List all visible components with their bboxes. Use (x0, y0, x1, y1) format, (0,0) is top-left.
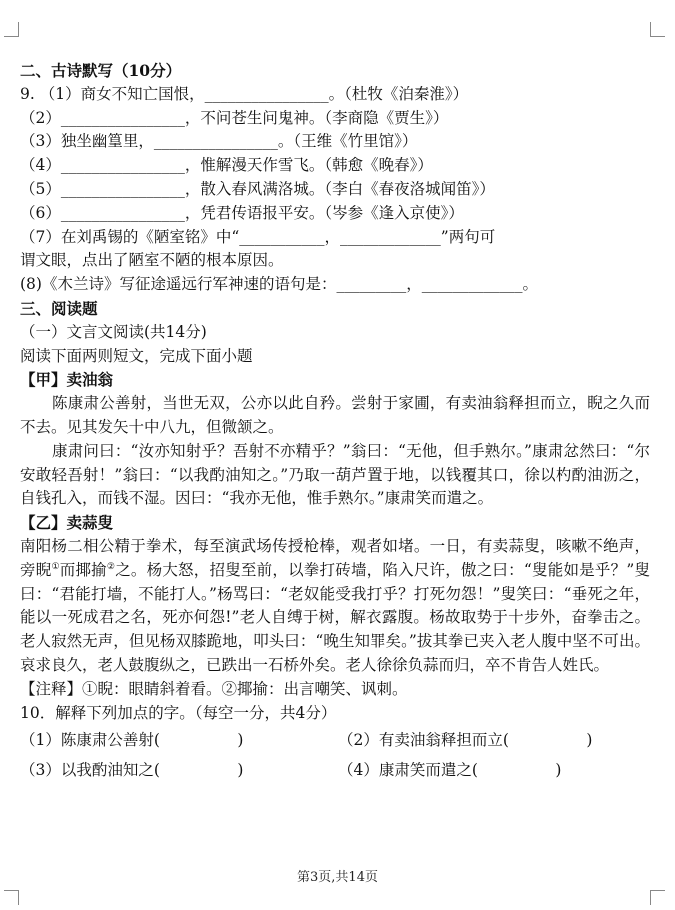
crop-mark-bottom-right (650, 890, 665, 905)
poem-q9-7-cont: 谓文眼，点出了陋室不陋的根本原因。 (20, 251, 284, 270)
poem-q9-7: （7）在刘禹锡的《陋室铭》中“___________，_____________”两句可 (20, 227, 496, 246)
passage-jia-title: 【甲】卖油翁 (20, 370, 114, 390)
question-10-item-1: （1）陈康肃公善射( ) (20, 731, 244, 750)
question-10-item-4: （4）康肃笑而遣之( ) (338, 761, 562, 780)
passage-yi-title: 【乙】卖蒜叟 (20, 513, 114, 533)
poem-q9-1: 9. （1）商女不知亡国恨，________________。（杜牧《泊秦淮》） (20, 84, 469, 103)
page-number-footer: 第3页,共14页 (297, 870, 378, 885)
annotation-notes: 【注释】①睨：眼睛斜着看。②揶揄：出言嘲笑、讽刺。 (20, 679, 408, 698)
question-10-stem: 10．解释下列加点的字。（每空一分，共4分） (20, 703, 337, 722)
passage-jia-body (20, 392, 650, 511)
question-10-row-1 (20, 725, 650, 755)
passage-jia-paragraph-1: 陈康肃公善射，当世无双，公亦以此自矜。尝射于家圃，有卖油翁释担而立，睨之久而不去。见其发矢十中八九，但微颔之。 (20, 394, 650, 436)
crop-mark-top-right (650, 22, 665, 37)
reading-instruction: 阅读下面两则短文，完成下面小题 (20, 346, 253, 365)
poem-q9-6: （6）________________，凭君传语报平安。（岑参《逢入京使》） (20, 203, 464, 222)
section2-heading: 二、古诗默写（10分） (20, 61, 182, 80)
poem-q9-5: （5）________________，散入春风满洛城。（李白《春夜洛城闻笛》） (20, 179, 495, 198)
poem-q9-2: （2）________________，不问苍生问鬼神。（李商隐《贾生》） (20, 108, 449, 127)
crop-mark-bottom-left (4, 890, 19, 905)
passage-yi-text-3: 之。杨大怒，招叟至前，以拳打砖墙，陷入尺许，傲之曰：“叟能如是乎？”叟曰：“君能打墙，不能打人。”杨骂曰：“老奴能受我打乎？打死勿怨！”叟笑曰：“垂死之年，能以一死成君之名，死亦何怨!”老人自缚于树，解衣露腹。杨故取势于十步外，奋拳击之。老人寂然无声，但见杨双膝跪地，叩头曰：“晚生知罪矣。”拔其拳已夹入老人腹中坚不可出。哀求良久，老人鼓腹纵之，已跌出一石桥外矣。老人徐徐负蒜而归，卒不肯告人姓氏。 (20, 560, 650, 674)
question-10-row-2 (20, 755, 650, 785)
passage-yi-paragraph (20, 535, 650, 678)
passage-yi-text-1: 南阳杨二相公精于拳术，每至演武场传授枪棒，观者如堵。一日，有卖蒜叟，咳嗽不绝声，旁睨 (20, 536, 650, 579)
crop-mark-top-left (4, 22, 19, 37)
footnote-marker-2: ② (106, 561, 116, 572)
document-body (20, 59, 650, 785)
question-10-item-2: （2）有卖油翁释担而立( ) (338, 731, 593, 750)
section3-heading: 三、阅读题 (20, 298, 98, 318)
section3-subheading: （一）文言文阅读(共14分) (20, 322, 207, 341)
footnote-marker-1: ① (51, 561, 60, 572)
passage-jia-paragraph-2: 康肃问曰：“汝亦知射乎？吾射不亦精乎？”翁曰：“无他，但手熟尔。”康肃忿然曰：“尔安敢轻吾射！”翁曰：“以我酌油知之。”乃取一葫芦置于地，以钱覆其口，徐以杓酌油沥之，自钱孔入，而钱不湿。因曰：“我亦无他，惟手熟尔。”康肃笑而遣之。 (20, 441, 650, 508)
passage-yi-body (20, 535, 650, 678)
passage-yi-text-2: 而揶揄 (59, 560, 107, 579)
poem-q9-8: (8)《木兰诗》写征途遥远行军神速的语句是：_________，_____________。 (20, 275, 538, 294)
poem-q9-3: （3）独坐幽篁里，________________。（王维《竹里馆》） (20, 132, 418, 151)
question-10-item-3: （3）以我酌油知之( ) (20, 761, 244, 780)
poem-q9-4: （4）________________，惟解漫天作雪飞。（韩愈《晚春》） (20, 156, 433, 175)
